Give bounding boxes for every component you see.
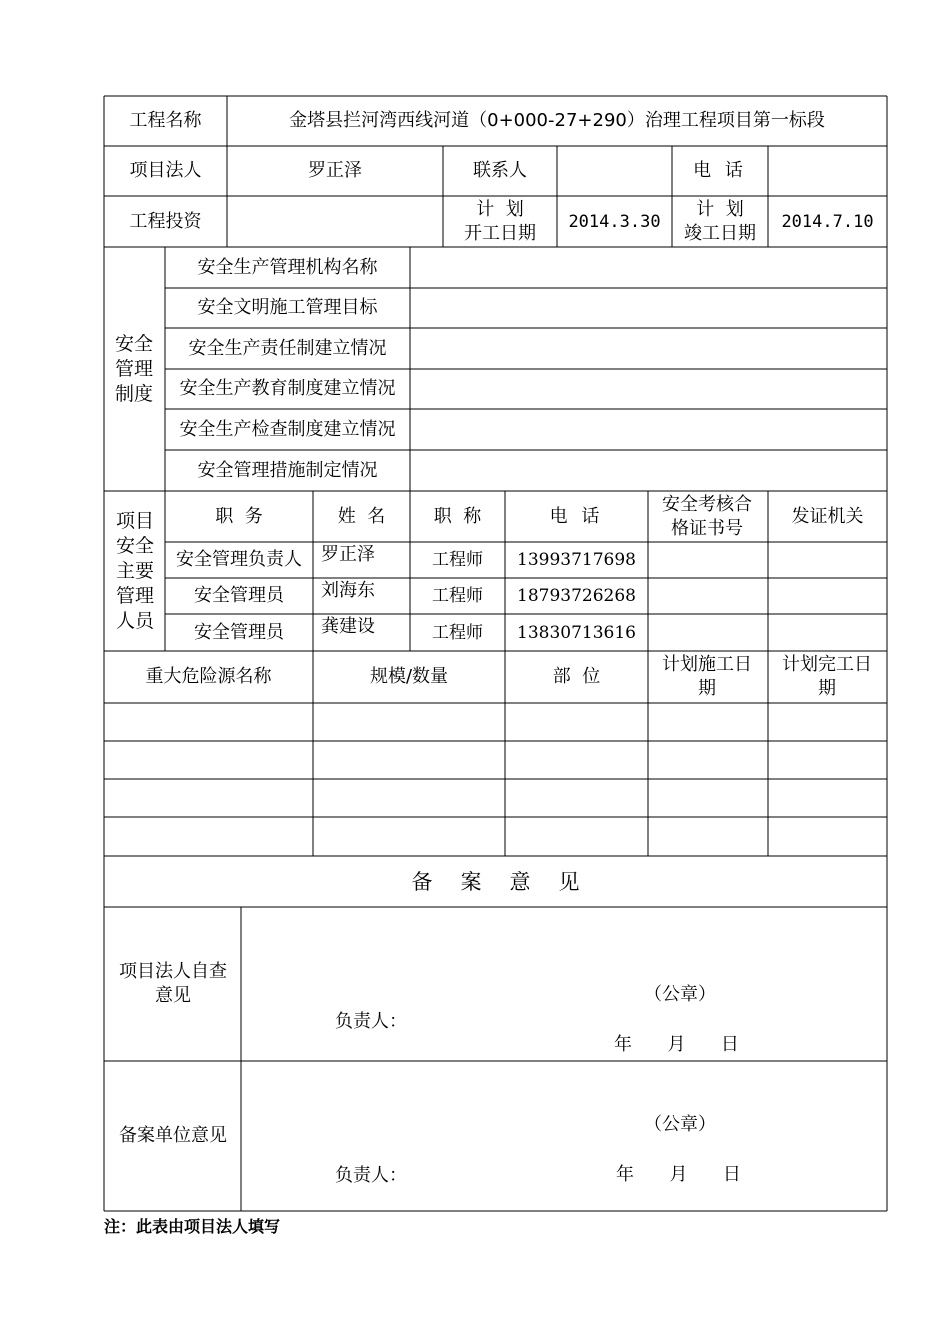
personnel-header-name: 姓 名	[337, 505, 386, 527]
safety-system-group-label: 安全管理制度	[114, 332, 153, 405]
project-name-label: 工程名称	[129, 110, 202, 131]
personnel-row-name: 龚建设	[321, 616, 375, 637]
filing-unit-label: 备案单位意见	[119, 1125, 227, 1146]
personnel-header-title: 职 称	[433, 505, 482, 527]
self-check-seal: （公章）	[644, 984, 716, 1005]
hazard-header-name: 重大危险源名称	[145, 666, 272, 687]
personnel-row-phone[interactable]: 13830713616	[517, 622, 636, 643]
plan-end-label-line2: 竣工日期	[684, 223, 756, 244]
plan-end-value[interactable]: 2014.7.10	[781, 211, 874, 232]
legal-person-value[interactable]: 罗正泽	[308, 160, 362, 181]
legal-person-label: 项目法人	[129, 160, 202, 181]
footnote: 注：此表由项目法人填写	[104, 1217, 281, 1236]
self-check-date[interactable]: 年 月 日	[614, 1034, 747, 1055]
personnel-row-position: 安全管理负责人	[176, 549, 302, 570]
personnel-row-position: 安全管理员	[194, 621, 284, 643]
hazard-header-location: 部 位	[552, 666, 601, 687]
safety-system-row-label: 安全管理措施制定情况	[197, 459, 378, 481]
phone-label: 电 话	[693, 160, 747, 181]
personnel-row-name: 刘海东	[321, 580, 375, 601]
personnel-row-position: 安全管理员	[194, 585, 284, 606]
personnel-header-position: 职 务	[215, 505, 263, 527]
self-check-responsible[interactable]: 负责人：	[335, 1011, 407, 1032]
safety-system-row-label: 安全生产检查制度建立情况	[179, 418, 396, 440]
plan-start-label-line1: 计 划	[476, 199, 524, 220]
contact-value[interactable]	[557, 146, 672, 196]
plan-start-value[interactable]: 2014.3.30	[568, 211, 661, 232]
hazard-header-plan-end: 计划完工日期	[782, 654, 872, 699]
personnel-row-title: 工程师	[432, 550, 483, 570]
hazard-header-plan-start: 计划施工日期	[662, 654, 752, 699]
personnel-header-phone: 电 话	[549, 505, 604, 527]
filing-title: 备案意见	[411, 869, 608, 894]
filing-unit-date[interactable]: 年 月 日	[616, 1164, 749, 1185]
investment-value[interactable]	[227, 196, 443, 247]
project-name-value[interactable]: 金塔县拦河湾西线河道（0+000-27+290）治理工程项目第一标段	[289, 110, 825, 131]
personnel-row-title: 工程师	[432, 586, 483, 606]
personnel-row-phone[interactable]: 18793726268	[517, 586, 636, 606]
filing-unit-responsible[interactable]: 负责人：	[335, 1165, 407, 1186]
filing-unit-seal: （公章）	[644, 1114, 716, 1135]
personnel-row-name: 罗正泽	[321, 544, 375, 565]
personnel-row-title: 工程师	[432, 622, 483, 643]
personnel-header-issuer: 发证机关	[791, 505, 864, 527]
safety-system-row-label: 安全生产教育制度建立情况	[179, 378, 396, 399]
safety-system-row-label: 安全文明施工管理目标	[197, 297, 378, 318]
safety-system-row-label: 安全生产管理机构名称	[197, 256, 378, 278]
safety-system-row-label: 安全生产责任制建立情况	[188, 337, 387, 359]
plan-end-label-line1: 计 划	[696, 199, 744, 220]
phone-value[interactable]	[768, 146, 887, 196]
contact-label: 联系人	[473, 160, 527, 181]
personnel-header-certificate: 安全考核合格证书号	[662, 493, 752, 539]
investment-label: 工程投资	[129, 210, 202, 232]
hazard-header-scale: 规模/数量	[369, 666, 449, 687]
self-check-label: 项目法人自查意见	[119, 961, 227, 1006]
personnel-row-phone[interactable]: 13993717698	[517, 550, 636, 570]
personnel-group-label: 项目安全主要管理人员	[115, 509, 154, 632]
plan-start-label-line2: 开工日期	[464, 223, 536, 244]
